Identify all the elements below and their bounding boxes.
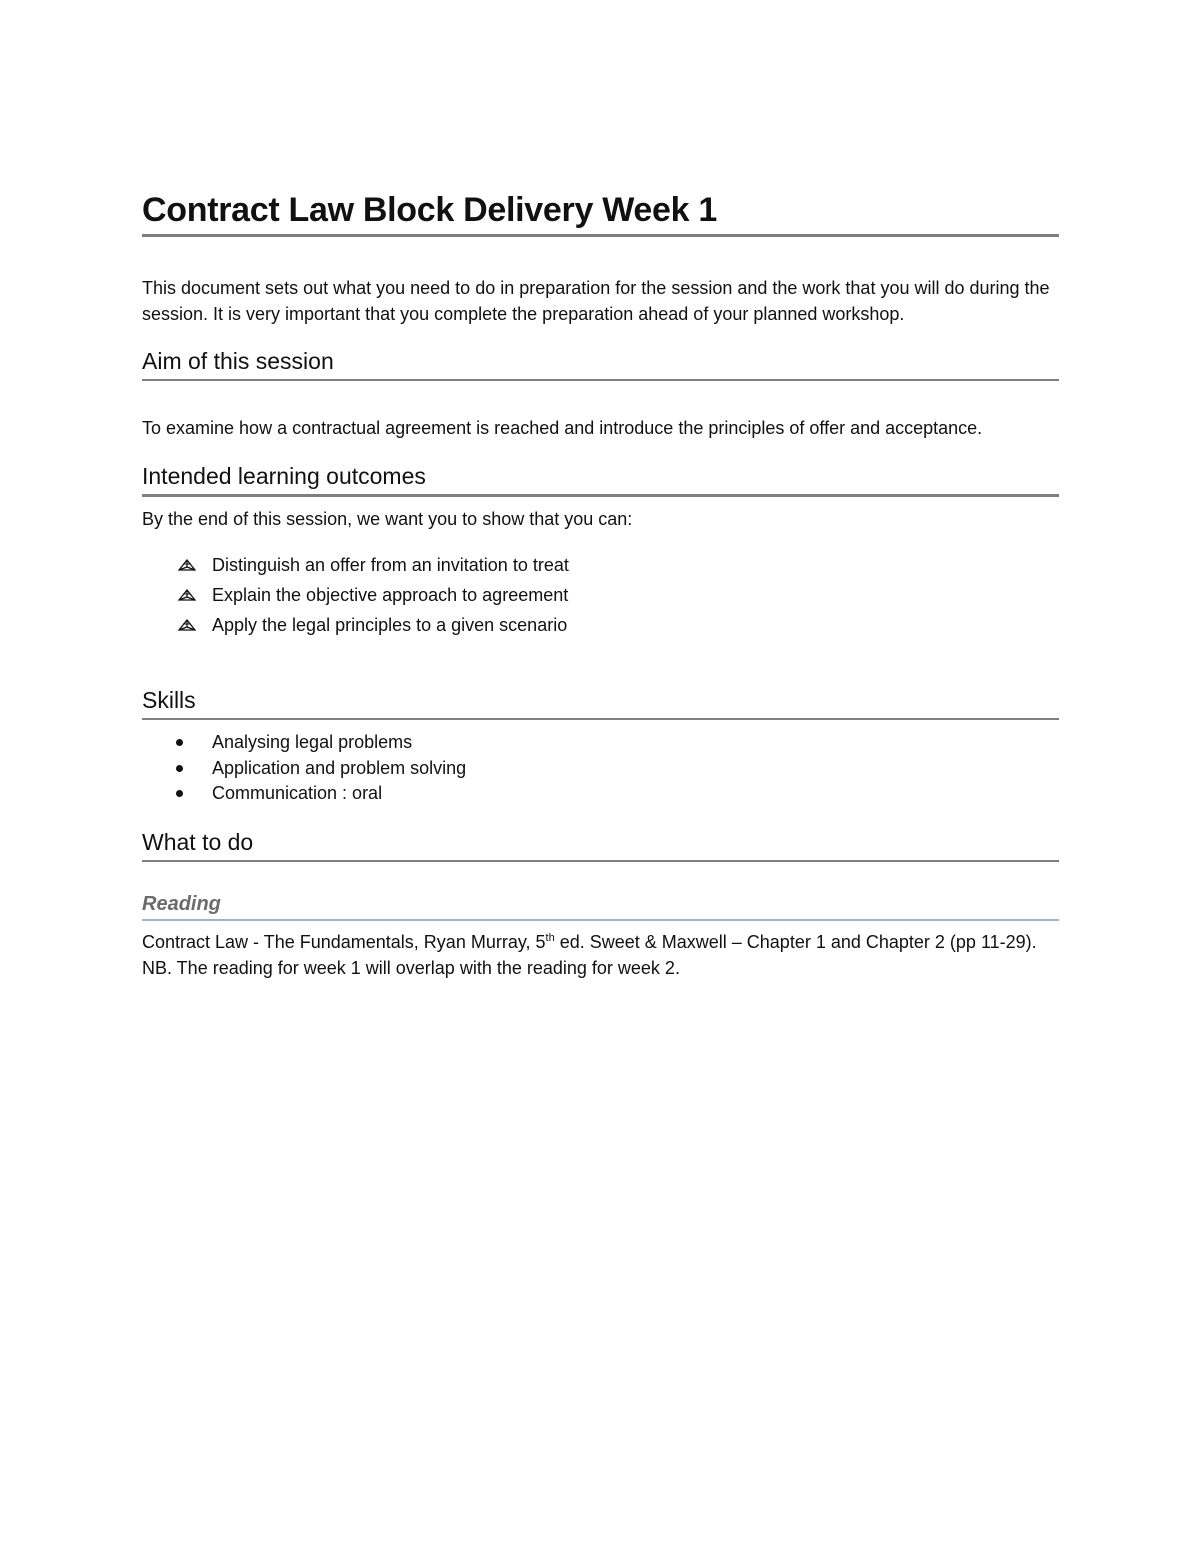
skills-list <box>142 730 1059 807</box>
list-item <box>142 756 1059 782</box>
todo-rule <box>142 860 1059 862</box>
reading-heading: Reading <box>142 892 221 915</box>
citation-text-cont: ed. Sweet & Maxwell – Chapter 1 and Chapter 2 (pp 11-29). <box>554 931 1037 952</box>
reading-note: NB. The reading for week 1 will overlap with the reading for week 2. <box>142 957 680 978</box>
skill-text: Analysing legal problems <box>212 732 413 752</box>
skill-text: Communication : oral <box>212 783 383 803</box>
intro-paragraph: This document sets out what you need to do in preparation for the session and the work that you will do during the session. It is very important that you complete the preparation ahead of your planned workshop. <box>142 278 1050 324</box>
list-item <box>142 550 1059 580</box>
reading-citation <box>142 929 1059 955</box>
list-item <box>142 730 1059 756</box>
book-icon <box>178 558 196 572</box>
outcome-text: Apply the legal principles to a given scenario <box>212 615 568 635</box>
list-item <box>142 580 1059 610</box>
bullet-dot <box>176 790 183 797</box>
list-item <box>142 781 1059 807</box>
outcome-text: Distinguish an offer from an invitation to treat <box>212 555 569 575</box>
book-icon <box>178 588 196 602</box>
aim-heading: Aim of this session <box>142 348 334 374</box>
list-item <box>142 610 1059 640</box>
document-title: Contract Law Block Delivery Week 1 <box>142 191 717 229</box>
aim-rule <box>142 379 1059 381</box>
citation-text: Contract Law - The Fundamentals, Ryan Murray, 5 <box>142 931 546 952</box>
book-icon <box>178 618 196 632</box>
bullet-dot <box>176 765 183 772</box>
outcomes-heading: Intended learning outcomes <box>142 463 426 489</box>
skills-rule <box>142 718 1059 720</box>
todo-heading: What to do <box>142 828 254 855</box>
document-page <box>142 186 1059 981</box>
outcomes-list <box>142 550 1059 640</box>
outcomes-lead: By the end of this session, we want you to show that you can: <box>142 509 633 529</box>
aim-text: To examine how a contractual agreement is reached and introduce the principles of offer and acceptance. <box>142 418 983 438</box>
title-rule <box>142 234 1059 237</box>
outcomes-rule <box>142 494 1059 497</box>
skill-text: Application and problem solving <box>212 757 467 778</box>
reading-rule <box>142 919 1059 921</box>
skills-heading: Skills <box>142 687 196 713</box>
bullet-dot <box>176 739 183 746</box>
outcome-text: Explain the objective approach to agreement <box>212 585 569 605</box>
edition-superscript: th <box>545 931 555 944</box>
